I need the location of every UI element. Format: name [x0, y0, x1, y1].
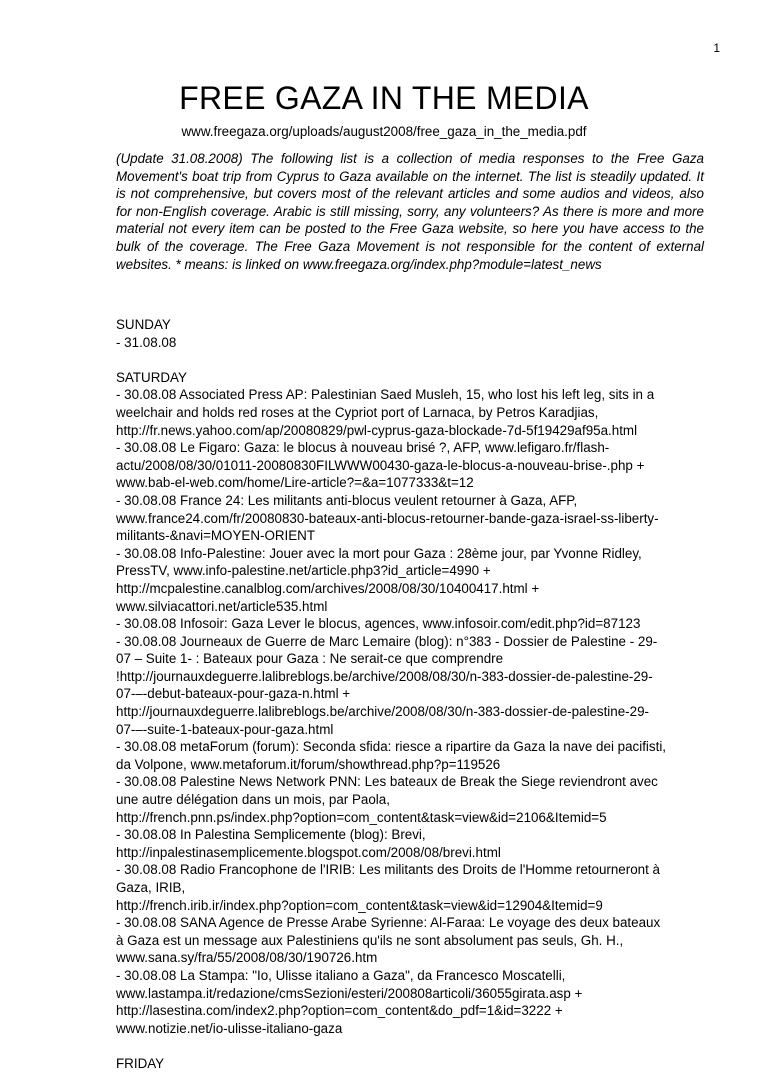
- media-entry-line[interactable]: www.lastampa.it/redazione/cmsSezioni/esteri/200808articoli/36055girata.asp +: [116, 985, 583, 1001]
- document-title: FREE GAZA IN THE MEDIA: [179, 80, 589, 116]
- media-entry-line: - 30.08.08 In Palestina Semplicemente (blog): Brevi,: [116, 827, 426, 843]
- media-entry-line: 07-–-debut-bateaux-pour-gaza-n.html +: [116, 686, 351, 702]
- media-entry-line[interactable]: www.bab-el-web.com/home/Lire-article?=&a=1077333&t=12: [116, 475, 474, 491]
- intro-paragraph: (Update 31.08.2008) The following list is a collection of media responses to the Free Gaza Movement's boat trip from Cyprus to Gaza available on the internet. The list is steadily updated. It is not comprehensive, but covers most of the relevant articles and some audios and videos, also for non-English coverage. Arabic is still missing, sorry, any volunteers? As there is more and more material not every item can be posted to the Free Gaza website, so here you have access to the bulk of the coverage. The Free Gaza Movement is not responsible for the content of external websites. * means: is linked on www.freegaza.org/index.php?module=latest_news: [116, 151, 704, 272]
- media-entry-line: - 30.08.08 France 24: Les militants anti-blocus veulent retourner à Gaza, AFP,: [116, 492, 578, 508]
- media-entry-line[interactable]: www.silviacattori.net/article535.html: [116, 598, 328, 614]
- media-entry-line[interactable]: www.france24.com/fr/20080830-bateaux-anti-blocus-retourner-bande-gaza-israel-ss-liberty-: [116, 510, 659, 526]
- media-entry-line[interactable]: http://fr.news.yahoo.com/ap/20080829/pwl-cyprus-gaza-blockade-7d-5f19429af95a.html: [116, 422, 638, 438]
- media-entry-line: - 31.08.08: [116, 334, 177, 350]
- media-list: [116, 316, 716, 1090]
- media-entry-line[interactable]: PressTV, www.info-palestine.net/article.php3?id_article=4990 +: [116, 563, 491, 579]
- media-entry-line[interactable]: http://journauxdeguerre.lalibreblogs.be/archive/2008/08/30/n-383-dossier-de-palestine-29-: [116, 704, 649, 720]
- media-entry-line[interactable]: http://french.pnn.ps/index.php?option=com_content&task=view&id=2106&Itemid=5: [116, 809, 607, 825]
- media-entry-line: - 30.08.08 Associated Press AP: Palestinian Saed Musleh, 15, who lost his left leg, sits in a: [116, 387, 655, 403]
- media-entry-line: - 30.08.08 metaForum (forum): Seconda sfida: riesce a ripartire da Gaza la nave dei pacifisti,: [116, 739, 667, 755]
- media-entry-line: 07 – Suite 1- : Bateaux pour Gaza : Ne serait-ce que comprendre: [116, 651, 504, 667]
- media-entry-line[interactable]: - 30.08.08 Infosoir: Gaza Lever le blocus, agences, www.infosoir.com/edit.php?id=87123: [116, 616, 641, 632]
- media-entry-line: - 30.08.08 La Stampa: "Io, Ulisse italiano a Gaza", da Francesco Moscatelli,: [116, 967, 566, 983]
- media-entry-line[interactable]: http://inpalestinasemplicemente.blogspot.com/2008/08/brevi.html: [116, 844, 501, 860]
- day-section: [116, 369, 716, 1038]
- media-entry-line: actu/2008/08/30/01011-20080830FILWWW00430-gaza-le-blocus-a-nouveau-brise-.php +: [116, 457, 645, 473]
- media-entry-line[interactable]: http://mcpalestine.canalblog.com/archives/2008/08/30/10400417.html +: [116, 580, 540, 596]
- media-entry-line: 07-–-suite-1-bateaux-pour-gaza.html: [116, 721, 334, 737]
- media-entry-line[interactable]: www.notizie.net/io-ulisse-italiano-gaza: [116, 1020, 343, 1036]
- page-number: 1: [713, 41, 720, 55]
- media-entry-line: Gaza, IRIB,: [116, 880, 186, 895]
- media-entry-line[interactable]: http://french.irib.ir/index.php?option=com_content&task=view&id=12904&Itemid=9: [116, 897, 603, 913]
- day-heading: FRIDAY: [116, 1055, 165, 1071]
- media-entry-line: militants-&navi=MOYEN-ORIENT: [116, 528, 316, 544]
- day-heading: SUNDAY: [116, 317, 171, 332]
- media-entry-line[interactable]: http://lasestina.com/index2.php?option=com_content&do_pdf=1&id=3222 +: [116, 1003, 563, 1019]
- media-entry-line[interactable]: www.sana.sy/fra/55/2008/08/30/190726.htm: [116, 950, 378, 966]
- media-entry-line[interactable]: da Volpone, www.metaforum.it/forum/showthread.php?p=119526: [116, 756, 501, 772]
- media-entry-line[interactable]: - 30.08.08 Le Figaro: Gaza: le blocus à nouveau brisé ?, AFP, www.lefigaro.fr/flash-: [116, 440, 610, 456]
- media-entry-line: - 30.08.08 Radio Francophone de l'IRIB: Les militants des Droits de l'Homme retourneront à: [116, 862, 660, 878]
- media-entry-line: - 30.08.08 SANA Agence de Presse Arabe Syrienne: Al-Faraa: Le voyage des deux bateaux: [116, 915, 661, 931]
- media-entry-line[interactable]: !http://journauxdeguerre.lalibreblogs.be/archive/2008/08/30/n-383-dossier-de-palestine-29-: [116, 668, 653, 684]
- source-url[interactable]: www.freegaza.org/uploads/august2008/free_gaza_in_the_media.pdf: [181, 124, 587, 139]
- media-entry-line: - 30.08.08 Palestine News Network PNN: Les bateaux de Break the Siege reviendront avec: [116, 774, 658, 790]
- media-entry-line: à Gaza est un message aux Palestiniens qu'ils ne sont absolument pas seuls, Gh. H.,: [116, 932, 624, 948]
- day-section: [116, 1055, 716, 1073]
- media-entry-line: une autre délégation dans un mois, par Paola,: [116, 792, 390, 808]
- media-entry-line: weelchair and holds red roses at the Cypriot port of Larnaca, by Petros Karadjias,: [116, 404, 599, 420]
- day-section: [116, 316, 716, 351]
- media-entry-line: - 30.08.08 Info-Palestine: Jouer avec la mort pour Gaza : 28ème jour, par Yvonne Ridley,: [116, 545, 642, 561]
- media-entry-line: - 30.08.08 Journeaux de Guerre de Marc Lemaire (blog): n°383 - Dossier de Palestine - 29-: [116, 633, 658, 649]
- day-heading: SATURDAY: [116, 369, 187, 385]
